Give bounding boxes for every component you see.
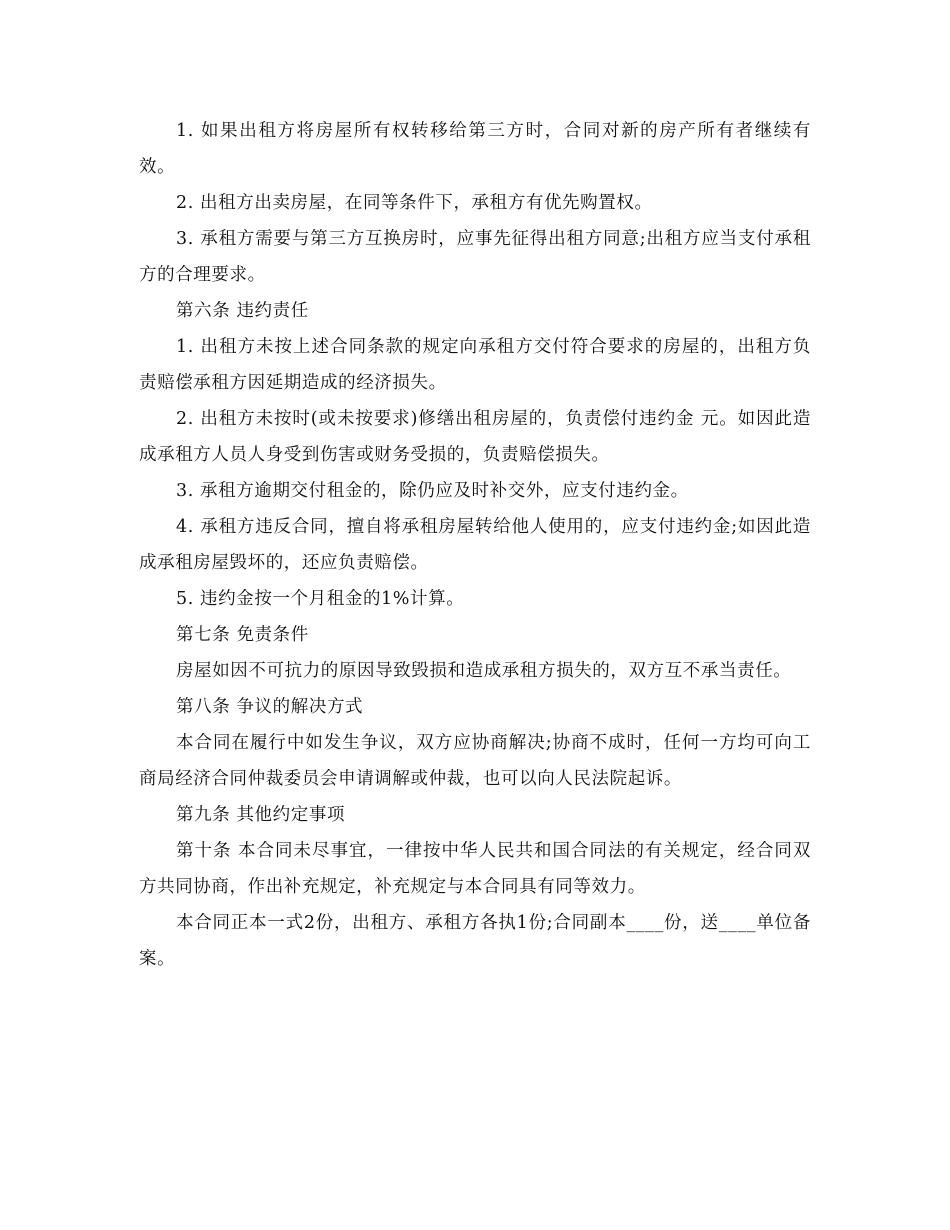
document-body: [139, 113, 811, 977]
clause-repair-liability: 2. 出租方未按时(或未按要求)修缮出租房屋的，负责偿付违约金 元。如因此造成承租方人员人身受到伤害或财务受损的，负责赔偿损失。: [139, 409, 811, 465]
article-7-heading: 第七条 免责条件: [176, 625, 309, 645]
clause-force-majeure: 房屋如因不可抗力的原因导致毁损和造成承租方损失的，双方互不承当责任。: [176, 661, 792, 681]
article-8-heading: 第八条 争议的解决方式: [176, 697, 364, 717]
clause-sublet-violation: 4. 承租方违反合同，擅自将承租房屋转给他人使用的，应支付违约金;如因此造成承租房屋毁坏的，还应负责赔偿。: [139, 517, 811, 573]
clause-priority-purchase: 2. 出租方出卖房屋，在同等条件下，承租方有优先购置权。: [176, 193, 653, 213]
clause-copies: 本合同正本一式2份，出租方、承租方各执1份;合同副本____份，送____单位备案。: [139, 913, 811, 969]
clause-transfer-ownership: 1. 如果出租方将房屋所有权转移给第三方时，合同对新的房产所有者继续有效。: [139, 121, 811, 177]
article-9-heading: 第九条 其他约定事项: [176, 805, 346, 825]
clause-penalty-rate: 5. 违约金按一个月租金的1%计算。: [176, 589, 465, 609]
article-6-heading: 第六条 违约责任: [176, 301, 309, 321]
clause-exchange-house: 3. 承租方需要与第三方互换房时，应事先征得出租方同意;出租方应当支付承租方的合理要求。: [139, 229, 811, 285]
clause-late-rent: 3. 承租方逾期交付租金的，除仍应及时补交外，应支付违约金。: [176, 481, 689, 501]
clause-dispute-resolution: 本合同在履行中如发生争议，双方应协商解决;协商不成时，任何一方均可向工商局经济合同仲裁委员会申请调解或仲裁，也可以向人民法院起诉。: [139, 733, 811, 789]
article-10-text: 第十条 本合同未尽事宜，一律按中华人民共和国合同法的有关规定，经合同双方共同协商，作出补充规定，补充规定与本合同具有同等效力。: [139, 841, 811, 897]
clause-delivery-liability: 1. 出租方未按上述合同条款的规定向承租方交付符合要求的房屋的，出租方负责赔偿承租方因延期造成的经济损失。: [139, 337, 811, 393]
